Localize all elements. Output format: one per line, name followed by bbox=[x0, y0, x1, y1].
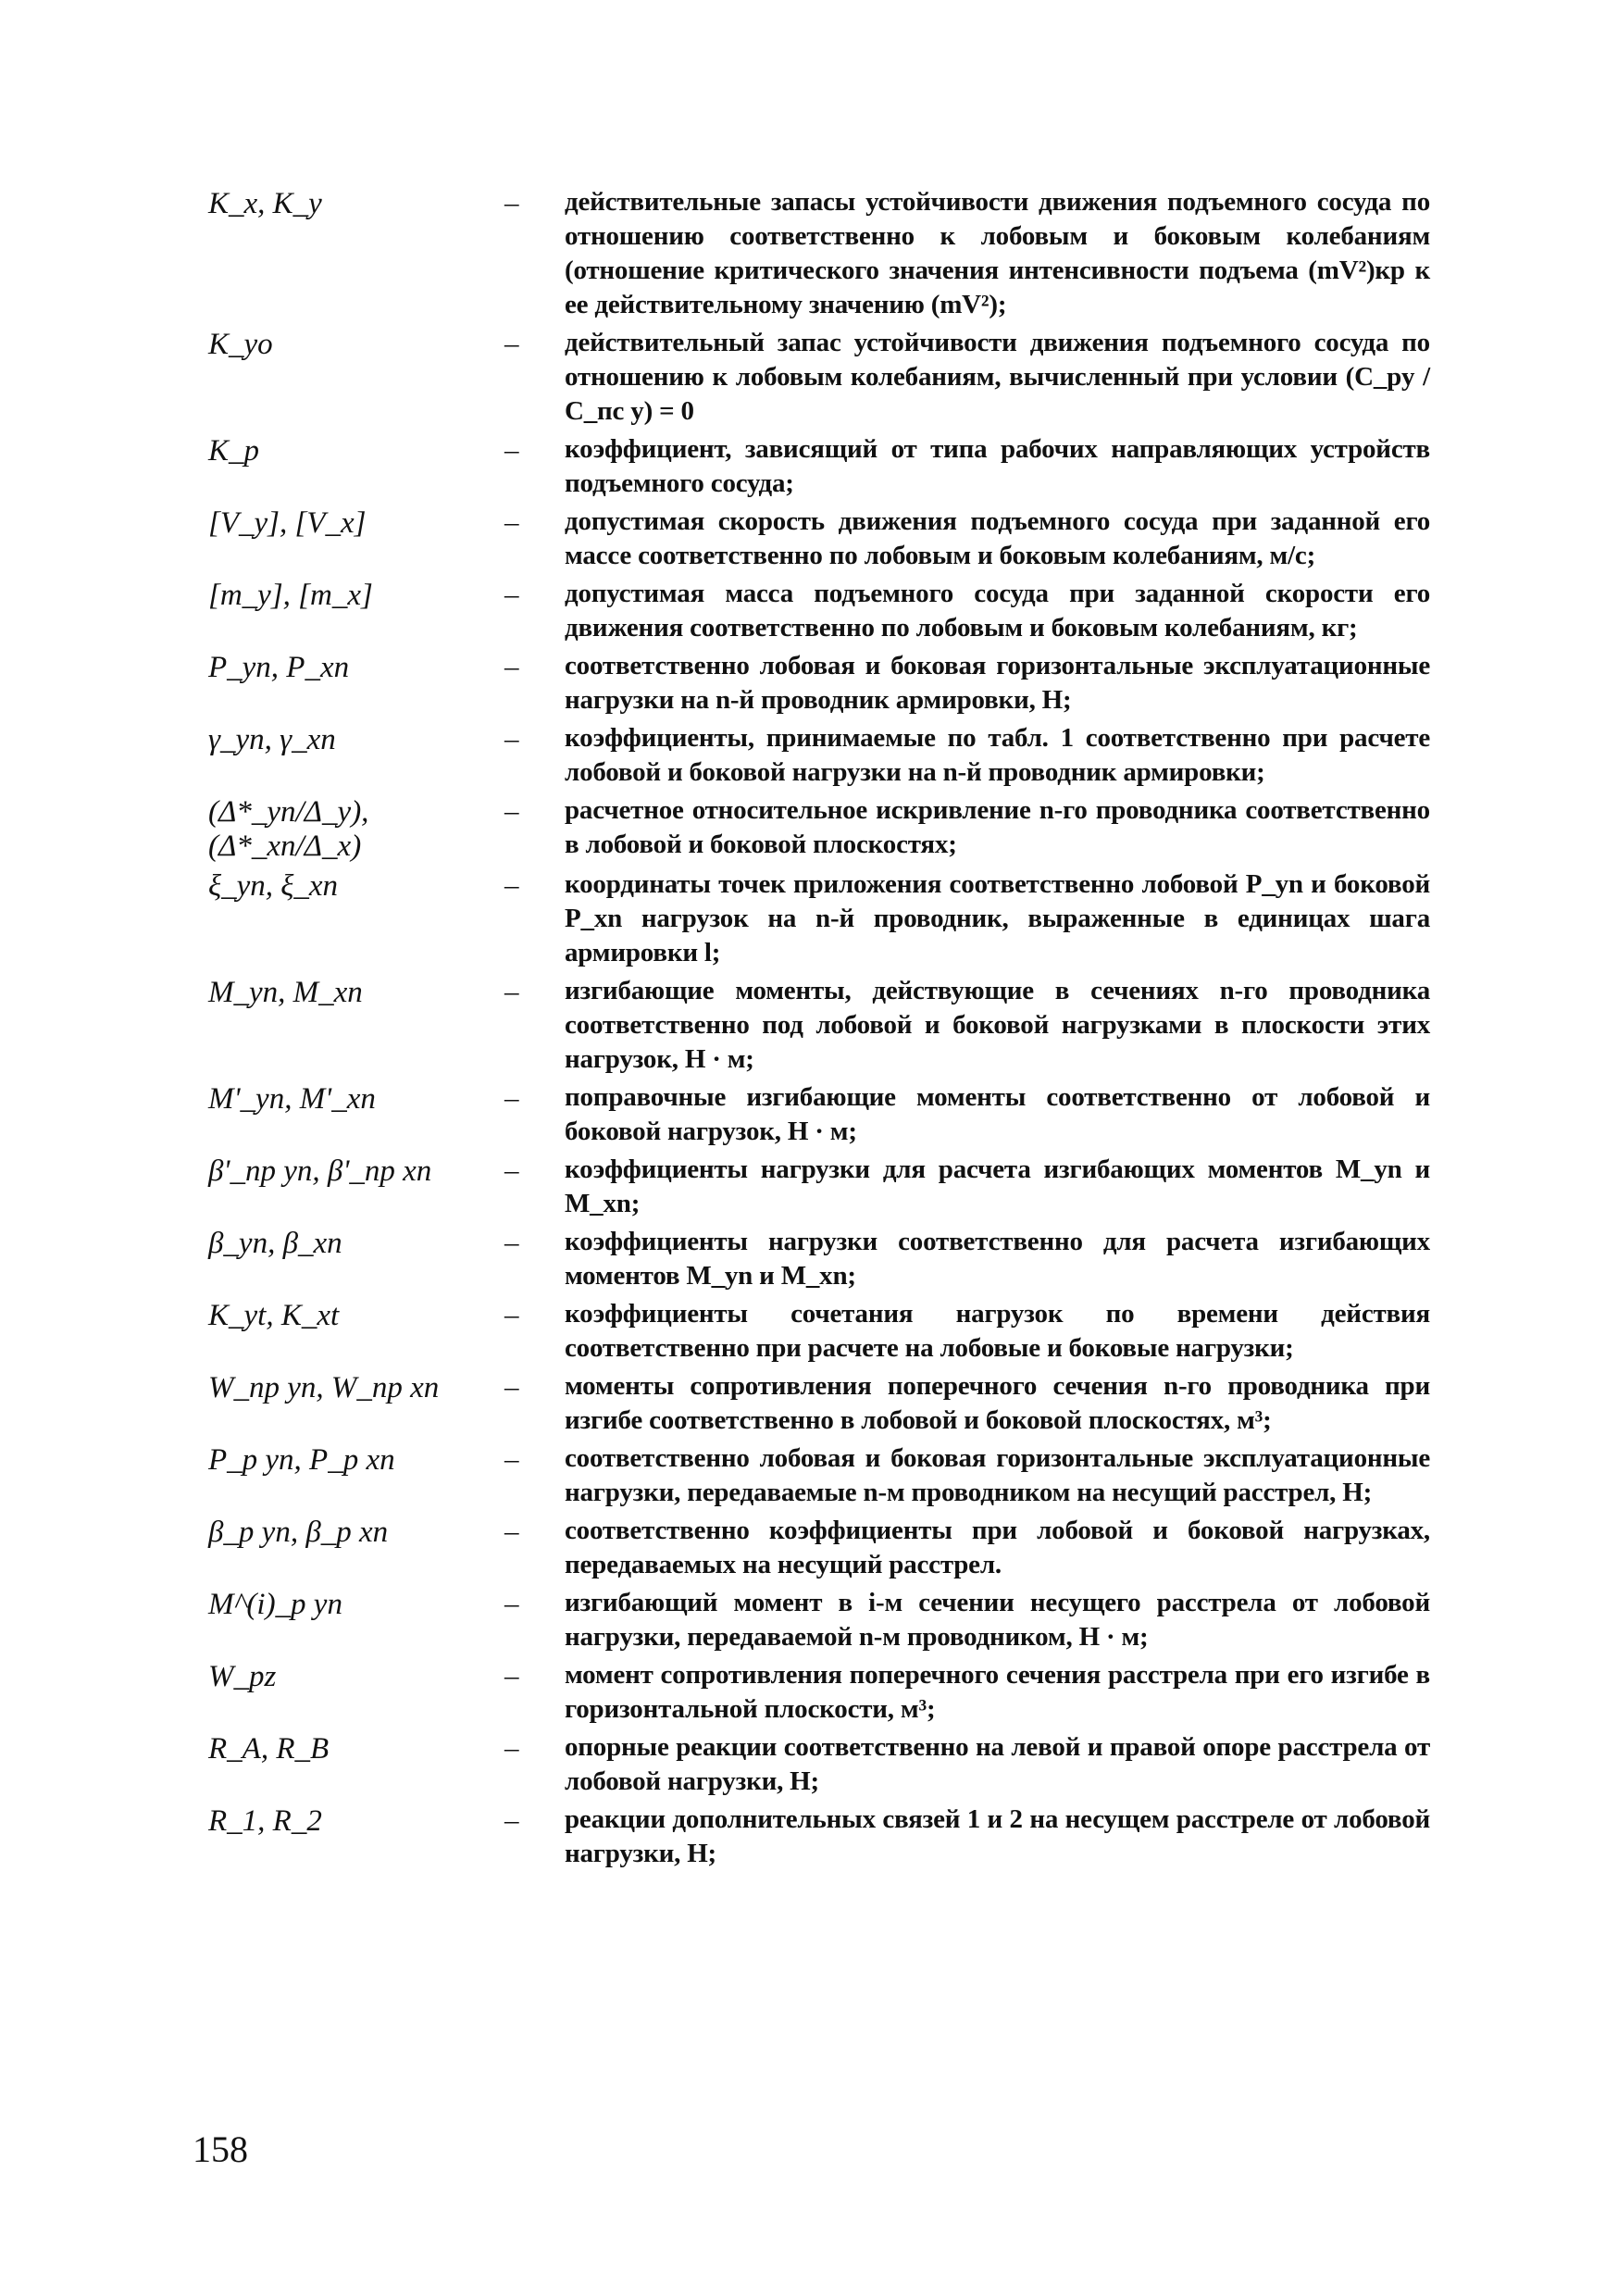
entry-description: поправочные изгибающие моменты соответственно от лобовой и боковой нагрузок, Н · м; bbox=[565, 1082, 1430, 1146]
entry-dash: – bbox=[504, 975, 519, 1007]
definition-entry bbox=[208, 1586, 1430, 1654]
entry-symbol: β'_пр yn, β'_пр xn bbox=[208, 1154, 432, 1188]
entry-dash: – bbox=[504, 722, 519, 755]
entry-description: коэффициенты нагрузки соответственно для расчета изгибающих моментов M_yn и M_xn; bbox=[565, 1227, 1430, 1291]
entry-symbol: M_yn, M_xn bbox=[208, 976, 363, 1009]
entry-description: изгибающие моменты, действующие в сечениях n-го проводника соответственно под лобовой и боковой нагрузками в плоскости этих нагрузок, Н · м; bbox=[565, 976, 1430, 1074]
entry-symbol: β_yn, β_xn bbox=[208, 1227, 342, 1260]
entry-description: соответственно лобовая и боковая горизонтальные эксплуатационные нагрузки на n-й проводник армировки, Н; bbox=[565, 651, 1430, 715]
definition-entry bbox=[208, 793, 1430, 864]
entry-dash: – bbox=[504, 1226, 519, 1258]
entry-dash: – bbox=[504, 1442, 519, 1475]
definition-entry bbox=[208, 867, 1430, 970]
entry-description: действительный запас устойчивости движения подъемного сосуда по отношению к лобовым колебаниям, вычисленный при условии (C_py / C_пс y) = 0 bbox=[565, 328, 1430, 426]
entry-dash: – bbox=[504, 1154, 519, 1186]
entry-dash: – bbox=[504, 1587, 519, 1619]
entry-description: изгибающий момент в i-м сечении несущего расстрела от лобовой нагрузки, передаваемой n-м проводником, Н · м; bbox=[565, 1588, 1430, 1652]
entry-symbol: M^(i)_p yn bbox=[208, 1588, 342, 1621]
entry-dash: – bbox=[504, 1731, 519, 1764]
definition-entry bbox=[208, 1080, 1430, 1149]
entry-dash: – bbox=[504, 1370, 519, 1403]
entry-symbol: K_yt, K_xt bbox=[208, 1299, 340, 1332]
entry-symbol: R_1, R_2 bbox=[208, 1804, 322, 1838]
entry-symbol: W_pz bbox=[208, 1660, 277, 1693]
entry-description: допустимая масса подъемного сосуда при заданной скорости его движения соответственно по лобовым и боковым колебаниям, кг; bbox=[565, 579, 1430, 643]
entry-symbol: P_p yn, P_p xn bbox=[208, 1443, 395, 1477]
definition-entry bbox=[208, 1514, 1430, 1582]
entry-dash: – bbox=[504, 1081, 519, 1114]
definition-entry bbox=[208, 326, 1430, 429]
entry-symbol: γ_yn, γ_xn bbox=[208, 723, 336, 756]
entry-dash: – bbox=[504, 1515, 519, 1547]
symbol-definition-list bbox=[208, 185, 1430, 1875]
entry-description: моменты сопротивления поперечного сечения n-го проводника при изгибе соответственно в лобовой и боковой плоскостях, м³; bbox=[565, 1371, 1430, 1435]
definition-entry bbox=[208, 1369, 1430, 1438]
definition-entry bbox=[208, 1297, 1430, 1366]
entry-description: реакции дополнительных связей 1 и 2 на несущем расстреле от лобовой нагрузки, Н; bbox=[565, 1804, 1430, 1868]
entry-dash: – bbox=[504, 868, 519, 901]
entry-dash: – bbox=[504, 650, 519, 682]
entry-symbol: W_пр yn, W_пр xn bbox=[208, 1371, 440, 1404]
entry-symbol: [m_y], [m_x] bbox=[208, 579, 373, 612]
definition-entry bbox=[208, 1658, 1430, 1727]
entry-description: коэффициенты сочетания нагрузок по времени действия соответственно при расчете на лобовые и боковые нагрузки; bbox=[565, 1299, 1430, 1363]
entry-symbol: ξ_yn, ξ_xn bbox=[208, 869, 339, 903]
page-number: 158 bbox=[193, 2128, 248, 2170]
entry-description: опорные реакции соответственно на левой и правой опоре расстрела от лобовой нагрузки, Н; bbox=[565, 1732, 1430, 1796]
definition-entry bbox=[208, 721, 1430, 790]
entry-description: действительные запасы устойчивости движения подъемного сосуда по отношению соответственно к лобовым и боковым колебаниям (отношение критического значения интенсивности подъема (mV²)кр к ее действительному значению (mV²); bbox=[565, 187, 1430, 319]
entry-symbol: M'_yn, M'_xn bbox=[208, 1082, 376, 1116]
entry-description: соответственно коэффициенты при лобовой и боковой нагрузках, передаваемых на несущий расстрел. bbox=[565, 1516, 1430, 1579]
definition-entry bbox=[208, 1803, 1430, 1871]
definition-entry bbox=[208, 577, 1430, 645]
entry-symbol: (Δ*_yn/Δ_y), (Δ*_xn/Δ_x) bbox=[208, 795, 369, 863]
definition-entry bbox=[208, 185, 1430, 322]
definition-entry bbox=[208, 432, 1430, 501]
entry-description: коэффициенты, принимаемые по табл. 1 соответственно при расчете лобовой и боковой нагрузки на n-й проводник армировки; bbox=[565, 723, 1430, 787]
entry-dash: – bbox=[504, 1659, 519, 1691]
entry-description: допустимая скорость движения подъемного сосуда при заданной его массе соответственно по лобовым и боковым колебаниям, м/с; bbox=[565, 506, 1430, 570]
entry-description: момент сопротивления поперечного сечения расстрела при его изгибе в горизонтальной плоскости, м³; bbox=[565, 1660, 1430, 1724]
entry-dash: – bbox=[504, 186, 519, 218]
entry-dash: – bbox=[504, 1803, 519, 1836]
entry-dash: – bbox=[504, 505, 519, 538]
entry-description: координаты точек приложения соответственно лобовой P_yn и боковой P_xn нагрузок на n-й проводник, выраженные в единицах шага армировки l; bbox=[565, 869, 1430, 967]
entry-description: коэффициент, зависящий от типа рабочих направляющих устройств подъемного сосуда; bbox=[565, 434, 1430, 498]
definition-entry bbox=[208, 649, 1430, 718]
entry-symbol: [V_y], [V_x] bbox=[208, 506, 367, 540]
entry-symbol: K_yo bbox=[208, 328, 273, 361]
entry-dash: – bbox=[504, 794, 519, 827]
entry-symbol: K_p bbox=[208, 434, 260, 468]
entry-symbol: K_x, K_y bbox=[208, 187, 322, 220]
entry-symbol: β_p yn, β_p xn bbox=[208, 1516, 389, 1549]
definition-entry bbox=[208, 1730, 1430, 1799]
entry-description: расчетное относительное искривление n-го проводника соответственно в лобовой и боковой плоскостях; bbox=[565, 795, 1430, 859]
entry-dash: – bbox=[504, 1298, 519, 1330]
entry-dash: – bbox=[504, 578, 519, 610]
definition-entry bbox=[208, 1225, 1430, 1293]
entry-dash: – bbox=[504, 327, 519, 359]
entry-symbol: P_yn, P_xn bbox=[208, 651, 350, 684]
entry-symbol: R_A, R_B bbox=[208, 1732, 330, 1766]
definition-entry bbox=[208, 505, 1430, 573]
definition-entry bbox=[208, 974, 1430, 1077]
entry-description: соответственно лобовая и боковая горизонтальные эксплуатационные нагрузки, передаваемые n-м проводником на несущий расстрел, Н; bbox=[565, 1443, 1430, 1507]
entry-description: коэффициенты нагрузки для расчета изгибающих моментов M_yn и M_xn; bbox=[565, 1154, 1430, 1218]
definition-entry bbox=[208, 1153, 1430, 1221]
definition-entry bbox=[208, 1441, 1430, 1510]
entry-dash: – bbox=[504, 433, 519, 466]
